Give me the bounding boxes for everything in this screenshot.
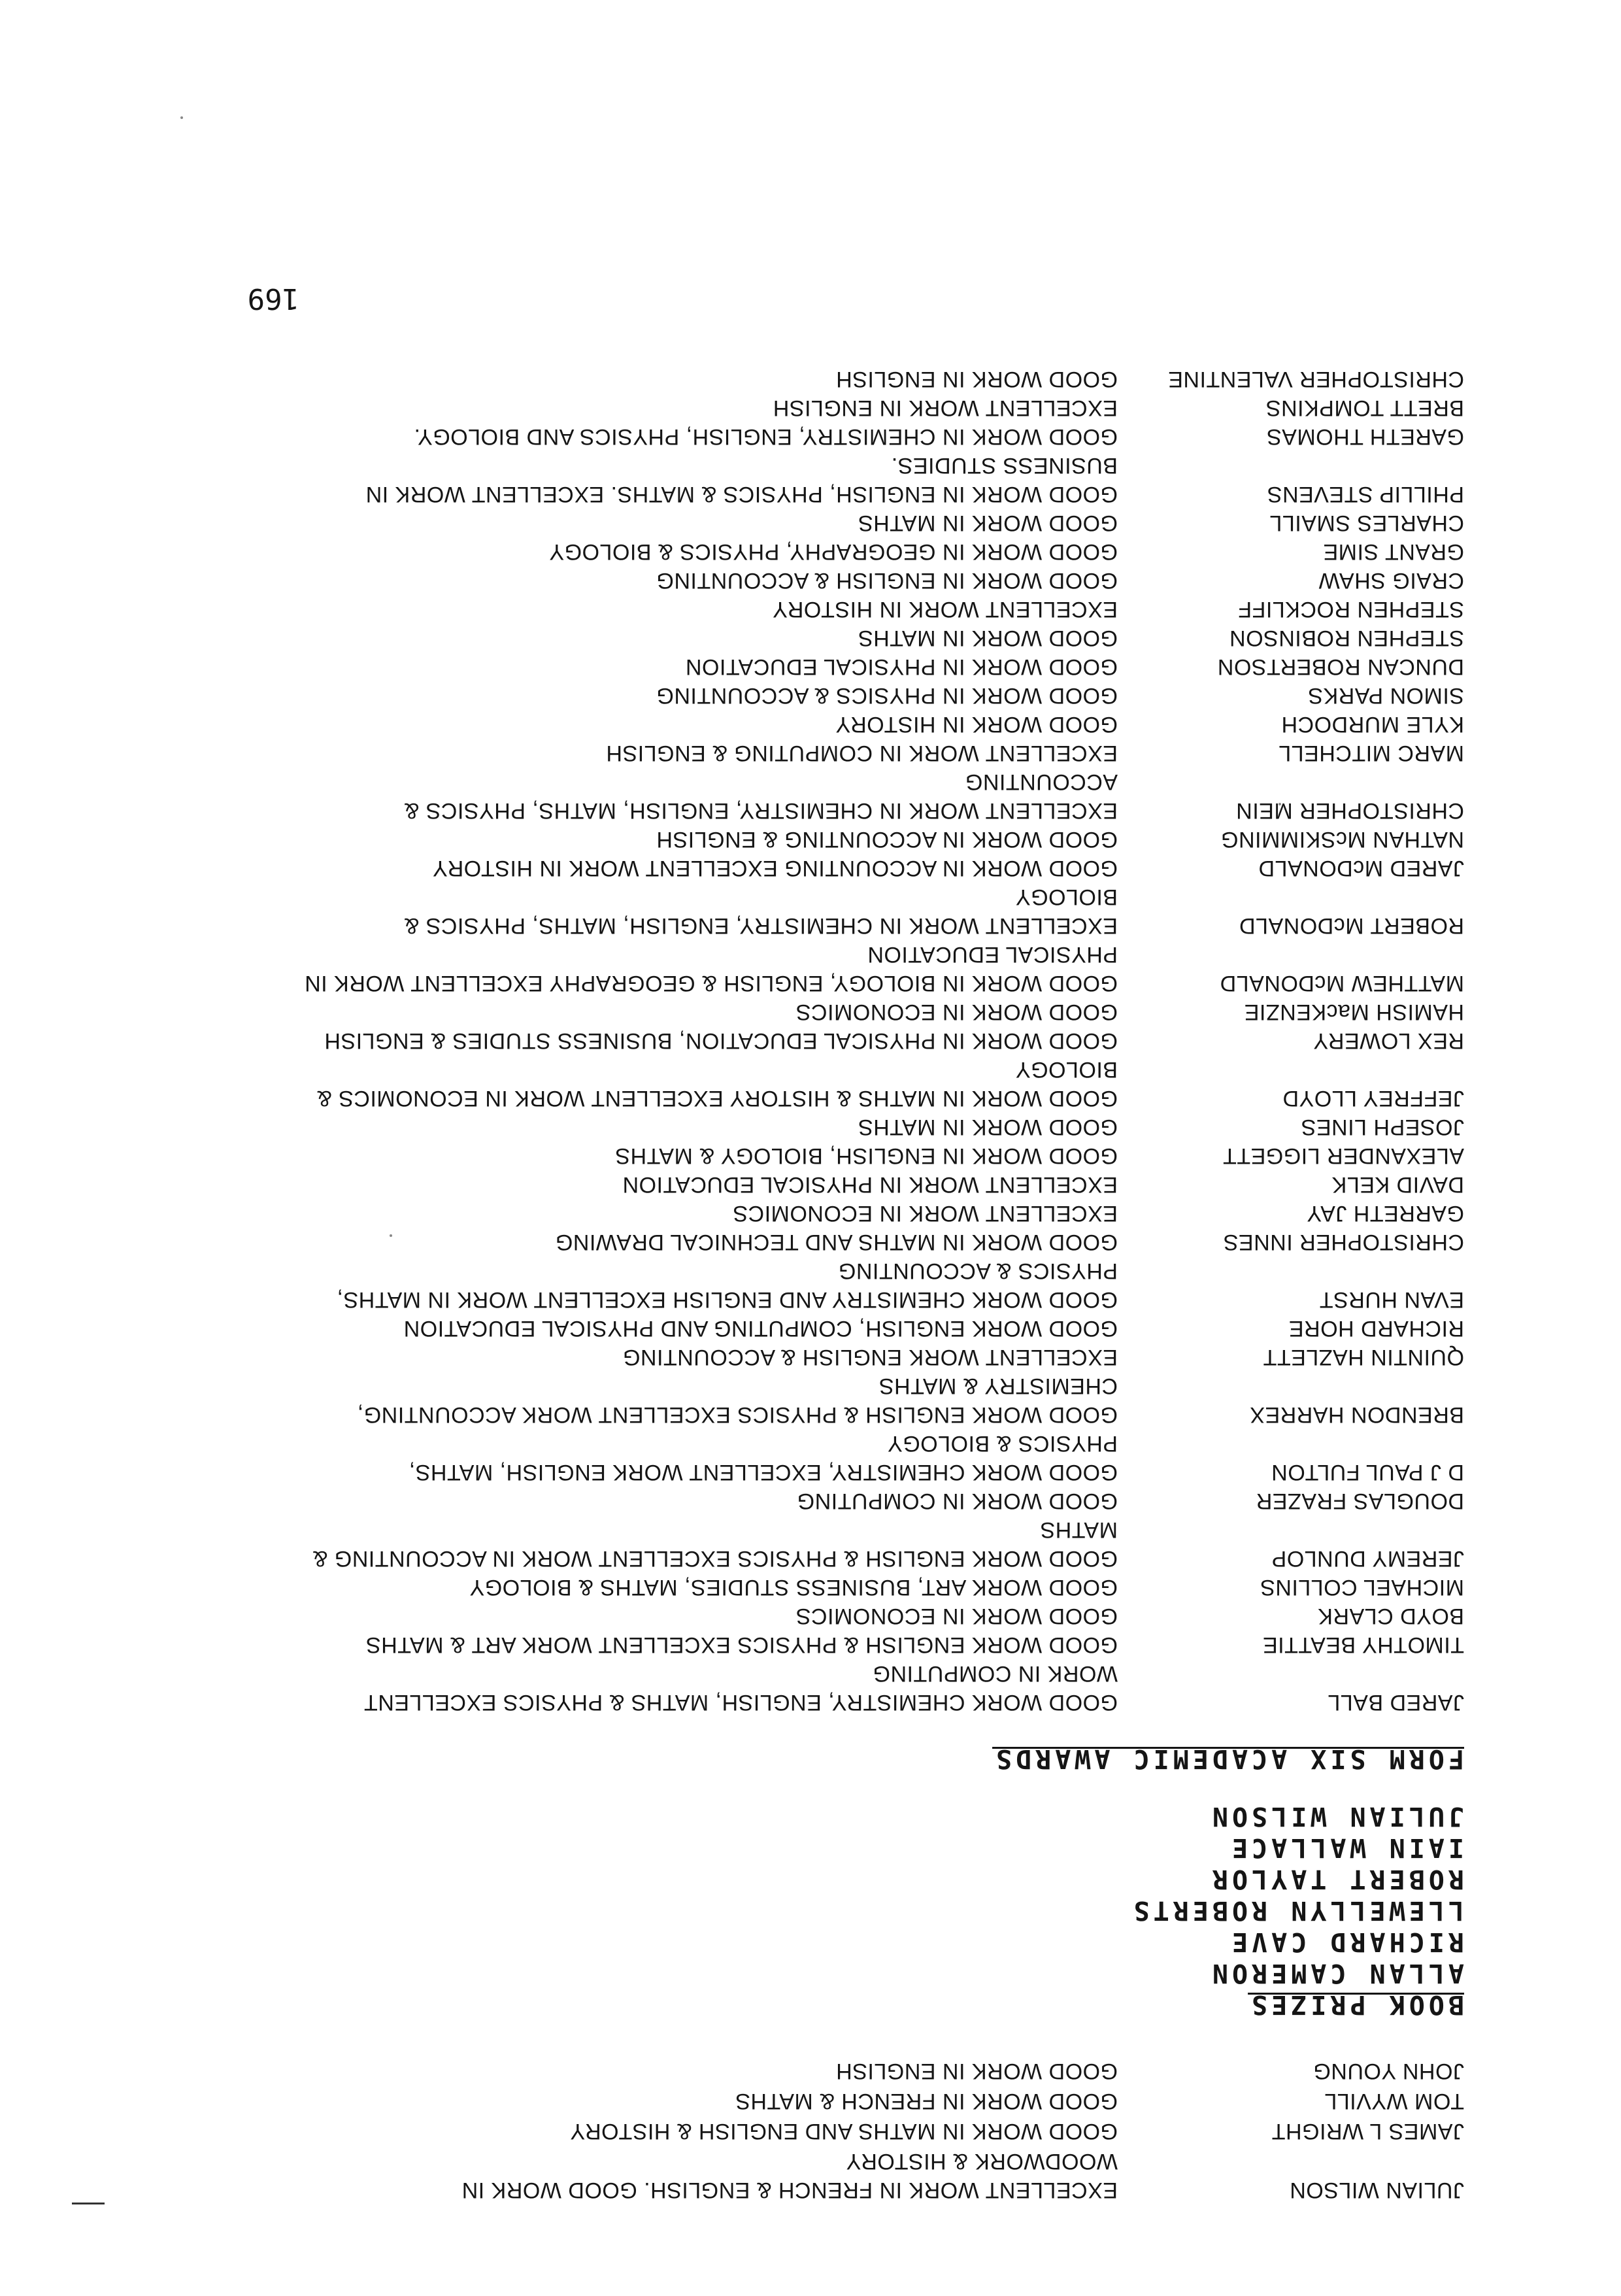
book-prize-name: IAIN WALLACE bbox=[1228, 1832, 1464, 1863]
student-name: JEFFREY LLOYD bbox=[1282, 1086, 1464, 1111]
awards-content bbox=[131, 365, 1464, 2204]
award-row bbox=[131, 2147, 1464, 2204]
award-row bbox=[131, 2087, 1464, 2116]
award-row bbox=[131, 2117, 1464, 2146]
award-row bbox=[131, 1141, 1464, 1170]
award-row bbox=[131, 940, 1464, 998]
student-name: GRANT SIME bbox=[1323, 539, 1464, 564]
student-name: CHARLES SMAILL bbox=[1269, 511, 1464, 535]
award-description: GOOD WORK IN FRENCH & MATHS bbox=[735, 2089, 1118, 2114]
award-description: GOOD WORK IN COMPUTING bbox=[797, 1489, 1118, 1513]
award-row bbox=[131, 509, 1464, 537]
page-number: 169 bbox=[247, 282, 299, 315]
award-row bbox=[131, 1199, 1464, 1228]
award-description: GOOD WORK IN MATHS AND ENGLISH & HISTORY bbox=[569, 2119, 1118, 2144]
student-name: JAMES L WRIGHT bbox=[1271, 2119, 1464, 2144]
award-row bbox=[131, 1659, 1464, 1717]
award-description: EXCELLENT WORK IN PHYSICAL EDUCATION bbox=[622, 1172, 1118, 1197]
student-name: PHILLIP STEVENS bbox=[1267, 482, 1464, 507]
form-six-heading: FORM SIX ACADEMIC AWARDS bbox=[992, 1744, 1464, 1774]
student-name: ROBERT McDONALD bbox=[1239, 913, 1464, 938]
award-description: EXCELLENT WORK IN HISTORY bbox=[772, 597, 1118, 622]
student-name: BRENDON HARREX bbox=[1249, 1402, 1464, 1427]
student-name: BOYD CLARK bbox=[1317, 1604, 1464, 1629]
student-name: GARRETH JAY bbox=[1306, 1201, 1464, 1226]
award-row bbox=[131, 365, 1464, 394]
award-description: GOOD WORK IN MATHS & HISTORY EXCELLENT WORK IN ECONOMICS & BIOLOGY bbox=[316, 1057, 1118, 1111]
award-row bbox=[131, 1573, 1464, 1602]
award-row bbox=[131, 1487, 1464, 1515]
award-description: GOOD WORK ENGLISH & PHYSICS EXCELLENT WORK ACCOUNTING, CHEMISTRY & MATHS bbox=[357, 1374, 1118, 1427]
award-description: GOOD WORK IN MATHS bbox=[858, 511, 1118, 535]
book-prize-name: ROBERT TAYLOR bbox=[1208, 1864, 1464, 1894]
book-prize-name: ALLAN CAMERON bbox=[1208, 1958, 1464, 1988]
student-name: KYLE MURDOCH bbox=[1281, 712, 1464, 737]
award-row bbox=[131, 537, 1464, 566]
award-description: EXCELLENT WORK IN CHEMISTRY, ENGLISH, MATHS, PHYSICS & BIOLOGY bbox=[404, 885, 1118, 938]
award-description: EXCELLENT WORK IN CHEMISTRY, ENGLISH, MATHS, PHYSICS & ACCOUNTING bbox=[404, 769, 1118, 823]
award-description: GOOD WORK IN CHEMISTRY, ENGLISH, PHYSICS AND BIOLOGY. bbox=[414, 424, 1118, 449]
award-row bbox=[131, 1257, 1464, 1314]
award-description: GOOD WORK IN ENGLISH bbox=[835, 2059, 1118, 2084]
student-name: DOUGLAS FRAZER bbox=[1256, 1489, 1464, 1513]
student-name: JULIAN WILSON bbox=[1289, 2178, 1464, 2203]
award-row bbox=[131, 710, 1464, 739]
award-description: GOOD WORK IN GEOGRAPHY, PHYSICS & BIOLOGY bbox=[548, 539, 1118, 564]
award-description: EXCELLENT WORK IN ENGLISH bbox=[773, 396, 1118, 420]
award-description: EXCELLENT WORK ENGLISH & ACCOUNTING bbox=[622, 1345, 1118, 1370]
award-row bbox=[131, 566, 1464, 595]
award-description: GOOD WORK CHEMISTRY, ENGLISH, MATHS & PHYSICS EXCELLENT WORK IN COMPUTING bbox=[363, 1661, 1118, 1715]
award-description: GOOD WORK IN MATHS bbox=[858, 1115, 1118, 1140]
binding-mark bbox=[72, 2203, 105, 2204]
student-name: QUINTIN HAZLETT bbox=[1263, 1345, 1464, 1370]
student-name: D J PAUL FULTON bbox=[1271, 1460, 1464, 1485]
student-name: JOHN YOUNG bbox=[1312, 2059, 1464, 2084]
student-name: NATHAN McSKIMMING bbox=[1220, 827, 1464, 852]
student-name: TIMOTHY BEATTIE bbox=[1262, 1632, 1464, 1657]
award-description: GOOD WORK IN ENGLISH & ACCOUNTING bbox=[656, 568, 1118, 593]
student-name: GARETH THOMAS bbox=[1266, 424, 1464, 449]
award-description: EXCELLENT WORK IN COMPUTING & ENGLISH bbox=[605, 741, 1118, 766]
student-name: JARED BALL bbox=[1327, 1690, 1464, 1715]
award-description: GOOD WORK IN ENGLISH, BIOLOGY & MATHS bbox=[614, 1143, 1118, 1168]
book-prizes-section bbox=[131, 1800, 1464, 2020]
student-name: JOSEPH LINES bbox=[1301, 1115, 1464, 1140]
award-description: GOOD WORK IN PHYSICAL EDUCATION, BUSINESS STUDIES & ENGLISH bbox=[324, 1028, 1118, 1053]
award-row bbox=[131, 854, 1464, 883]
form-six-awards-list bbox=[131, 365, 1464, 1717]
award-row bbox=[131, 883, 1464, 940]
book-prize-name: JULIAN WILSON bbox=[1208, 1801, 1464, 1831]
award-description: GOOD WORK IN PHYSICAL EDUCATION bbox=[685, 654, 1118, 679]
award-description: GOOD WORK IN ENGLISH bbox=[835, 367, 1118, 392]
student-name: JARED McDONALD bbox=[1258, 856, 1464, 881]
award-row bbox=[131, 681, 1464, 710]
student-name: STEPHEN ROBINSON bbox=[1229, 626, 1464, 650]
award-row bbox=[131, 1026, 1464, 1055]
book-prize-name: LLEWELLYN ROBERTS bbox=[1129, 1895, 1464, 1925]
award-row bbox=[131, 1055, 1464, 1113]
award-row bbox=[131, 2057, 1464, 2085]
award-row bbox=[131, 652, 1464, 681]
award-description: GOOD WORK ENGLISH, COMPUTING AND PHYSICAL EDUCATION bbox=[403, 1316, 1118, 1341]
student-name: MATTHEW McDONALD bbox=[1220, 971, 1464, 996]
award-row bbox=[131, 1429, 1464, 1487]
student-name: BRETT TOMPKINS bbox=[1265, 396, 1464, 420]
scan-speck bbox=[180, 116, 183, 119]
award-description: GOOD WORK IN ENGLISH, PHYSICS & MATHS. EXCELLENT WORK IN BUSINESS STUDIES. bbox=[365, 453, 1118, 507]
student-name: JEREMY DUNLOP bbox=[1271, 1546, 1464, 1571]
student-name: HAMISH MacKENZIE bbox=[1244, 1000, 1464, 1024]
award-description: GOOD WORK CHEMISTRY AND ENGLISH EXCELLENT WORK IN MATHS, PHYSICS & ACCOUNTING bbox=[337, 1258, 1118, 1312]
award-row bbox=[131, 422, 1464, 451]
book-prize-name: RICHARD CAVE bbox=[1228, 1927, 1464, 1957]
award-row bbox=[131, 825, 1464, 854]
form-six-section bbox=[131, 365, 1464, 1774]
top-awards-list bbox=[131, 2057, 1464, 2204]
award-description: GOOD WORK ART, BUSINESS STUDIES, MATHS & BIOLOGY bbox=[469, 1575, 1118, 1600]
student-name: CHRISTOPHER MEIN bbox=[1235, 798, 1464, 823]
award-row bbox=[131, 1113, 1464, 1141]
award-row bbox=[131, 739, 1464, 768]
award-row bbox=[131, 1228, 1464, 1257]
award-row bbox=[131, 1372, 1464, 1429]
student-name: DUNCAN ROBERTSON bbox=[1217, 654, 1464, 679]
award-description: GOOD WORK IN BIOLOGY, ENGLISH & GEOGRAPHY EXCELLENT WORK IN PHYSICAL EDUCATION bbox=[304, 942, 1118, 996]
award-row bbox=[131, 768, 1464, 825]
award-row bbox=[131, 451, 1464, 509]
book-prizes-list bbox=[131, 1800, 1464, 1989]
award-description: GOOD WORK IN MATHS bbox=[858, 626, 1118, 650]
student-name: CHRISTOPHER VALENTINE bbox=[1167, 367, 1464, 392]
award-row bbox=[131, 1630, 1464, 1659]
award-description: GOOD WORK IN PHYSICS & ACCOUNTING bbox=[656, 683, 1118, 708]
award-row bbox=[131, 1314, 1464, 1343]
student-name: REX LOWERY bbox=[1312, 1028, 1464, 1053]
award-description: GOOD WORK CHEMISTRY, EXCELLENT WORK ENGLISH, MATHS, PHYSICS & BIOLOGY bbox=[409, 1431, 1118, 1485]
award-description: GOOD WORK IN ECONOMICS bbox=[795, 1604, 1118, 1629]
student-name: EVAN HURST bbox=[1319, 1287, 1464, 1312]
award-description: EXCELLENT WORK IN ECONOMICS bbox=[732, 1201, 1118, 1226]
student-name: TOM WYVILL bbox=[1324, 2089, 1464, 2114]
award-row bbox=[131, 624, 1464, 652]
student-name: SIMON PARKS bbox=[1307, 683, 1464, 708]
student-name: DAVID KELK bbox=[1331, 1172, 1464, 1197]
award-description: GOOD WORK IN MATHS AND TECHNICAL DRAWING bbox=[555, 1230, 1118, 1255]
student-name: CRAIG SHAW bbox=[1318, 568, 1464, 593]
award-description: GOOD WORK ENGLISH & PHYSICS EXCELLENT WORK ART & MATHS bbox=[365, 1632, 1118, 1657]
award-description: GOOD WORK IN ECONOMICS bbox=[795, 1000, 1118, 1024]
award-description: EXCELLENT WORK IN FRENCH & ENGLISH. GOOD WORK IN WOODWORK & HISTORY bbox=[461, 2149, 1118, 2203]
student-name: RICHARD HORE bbox=[1288, 1316, 1464, 1341]
award-row bbox=[131, 394, 1464, 422]
award-description: GOOD WORK IN ACCOUNTING EXCELLENT WORK IN HISTORY bbox=[432, 856, 1118, 881]
award-description: GOOD WORK IN HISTORY bbox=[835, 712, 1118, 737]
student-name: ALEXANDER LIGGETT bbox=[1222, 1143, 1464, 1168]
award-description: GOOD WORK ENGLISH & PHYSICS EXCELLENT WORK IN ACCOUNTING & MATHS bbox=[312, 1517, 1118, 1571]
student-name: STEPHEN ROCKLIFF bbox=[1237, 597, 1464, 622]
student-name: CHRISTOPHER INNES bbox=[1223, 1230, 1464, 1255]
award-row bbox=[131, 1602, 1464, 1630]
award-row bbox=[131, 1343, 1464, 1372]
award-row bbox=[131, 595, 1464, 624]
student-name: MICHAEL COLLINS bbox=[1260, 1575, 1464, 1600]
award-row bbox=[131, 1515, 1464, 1573]
student-name: MARC MITCHELL bbox=[1278, 741, 1464, 766]
book-prizes-heading: BOOK PRIZES bbox=[1248, 1989, 1464, 2019]
award-row bbox=[131, 1170, 1464, 1199]
award-description: GOOD WORK IN ACCOUNTING & ENGLISH bbox=[656, 827, 1118, 852]
award-row bbox=[131, 998, 1464, 1026]
